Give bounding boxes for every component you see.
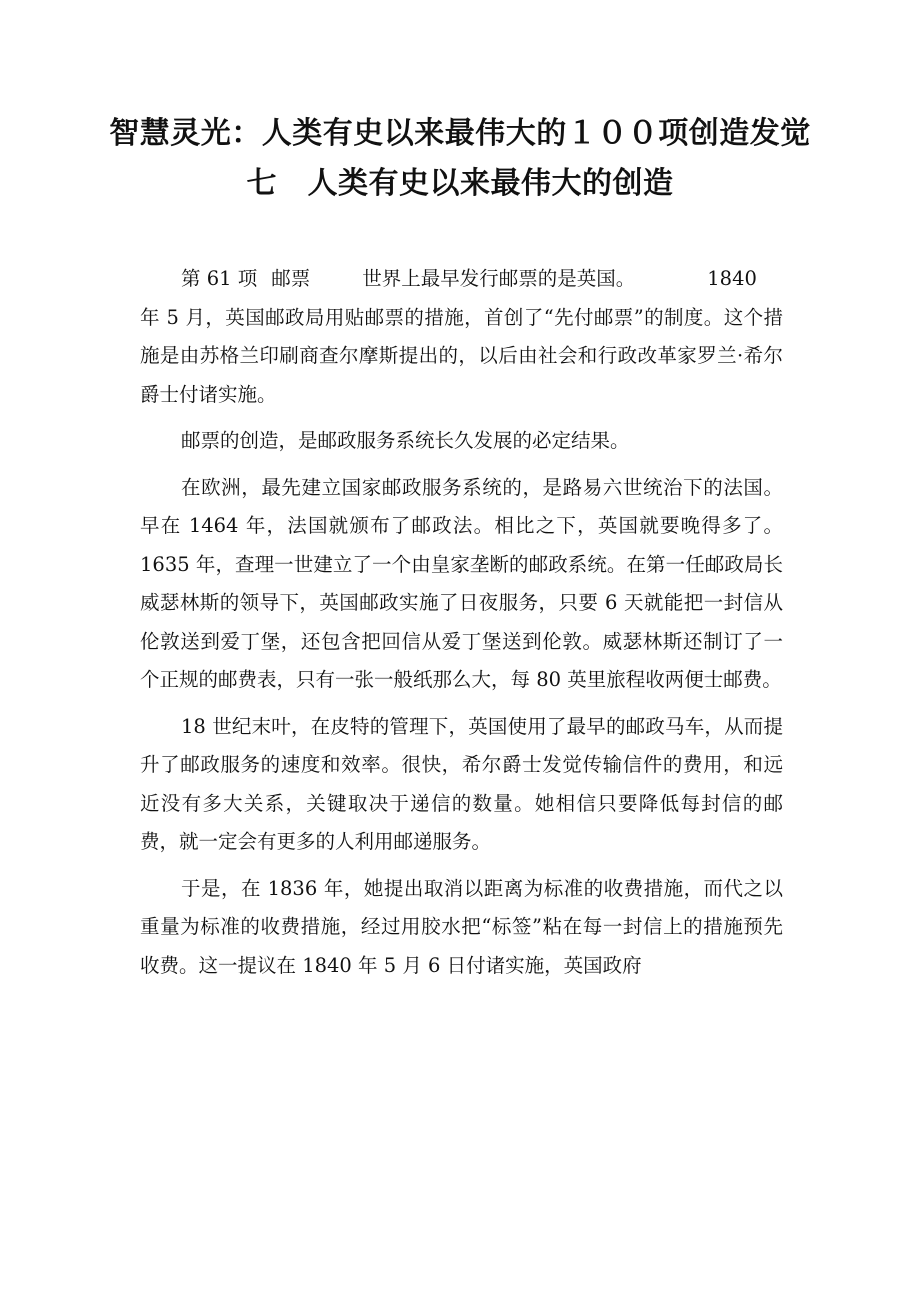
item-heading-line (140, 260, 783, 299)
paragraph-europe-postal-history: 在欧洲，最先建立国家邮政服务系统的，是路易六世统治下的法国。早在 1464 年，法国就颁布了邮政法。相比之下，英国就要晚得多了。1635 年，查理一世建立了一个由皇家垄断的邮政系统。在第一任邮政局长威瑟林斯的领导下，英国邮政实施了日夜服务，只要 6 天就能把一封信从伦敦送到爱丁堡，还包含把回信从爱丁堡送到伦敦。威瑟林斯还制订了一个正规的邮费表，只有一张一般纸那么大，每 80 英里旅程收两便士邮费。 (140, 475, 783, 691)
paragraph-intro-continued: 年 5 月，英国邮政局用贴邮票的措施，首创了“先付邮票”的制度。这个措施是由苏格兰印刷商查尔摩斯提出的，以后由社会和行政改革家罗兰·希尔爵士付诸实施。 (140, 305, 783, 406)
paragraph-1836-proposal: 于是，在 1836 年，她提出取消以距离为标准的收费措施，而代之以重量为标准的收费措施，经过用胶水把“标签”粘在每一封信上的措施预先收费。这一提议在 1840 年 5 月 6 日付诸实施，英国政府 (140, 876, 783, 977)
paragraph-18th-century: 18 世纪末叶，在皮特的管理下，英国使用了最早的邮政马车，从而提升了邮政服务的速度和效率。很快，希尔爵士发觉传输信件的费用，和远近没有多大关系，关键取决于递信的数量。她相信只要降低每封信的邮费，就一定会有更多的人利用邮递服务。 (140, 714, 783, 853)
document-title-line-1: 智慧灵光：人类有史以来最伟大的１００项创造发觉 (109, 116, 811, 151)
item-name: 邮票 (271, 267, 311, 290)
paragraph-stamp-creation: 邮票的创造，是邮政服务系统长久发展的必定结果。 (181, 429, 630, 452)
item-label: 第 61 项 (181, 267, 258, 290)
document-title-line-2: 七 人类有史以来最伟大的创造 (246, 166, 674, 201)
document-body (140, 260, 783, 985)
intro-year: 1840 (707, 267, 757, 290)
intro-sentence: 世界上最早发行邮票的是英国。 (362, 267, 636, 290)
